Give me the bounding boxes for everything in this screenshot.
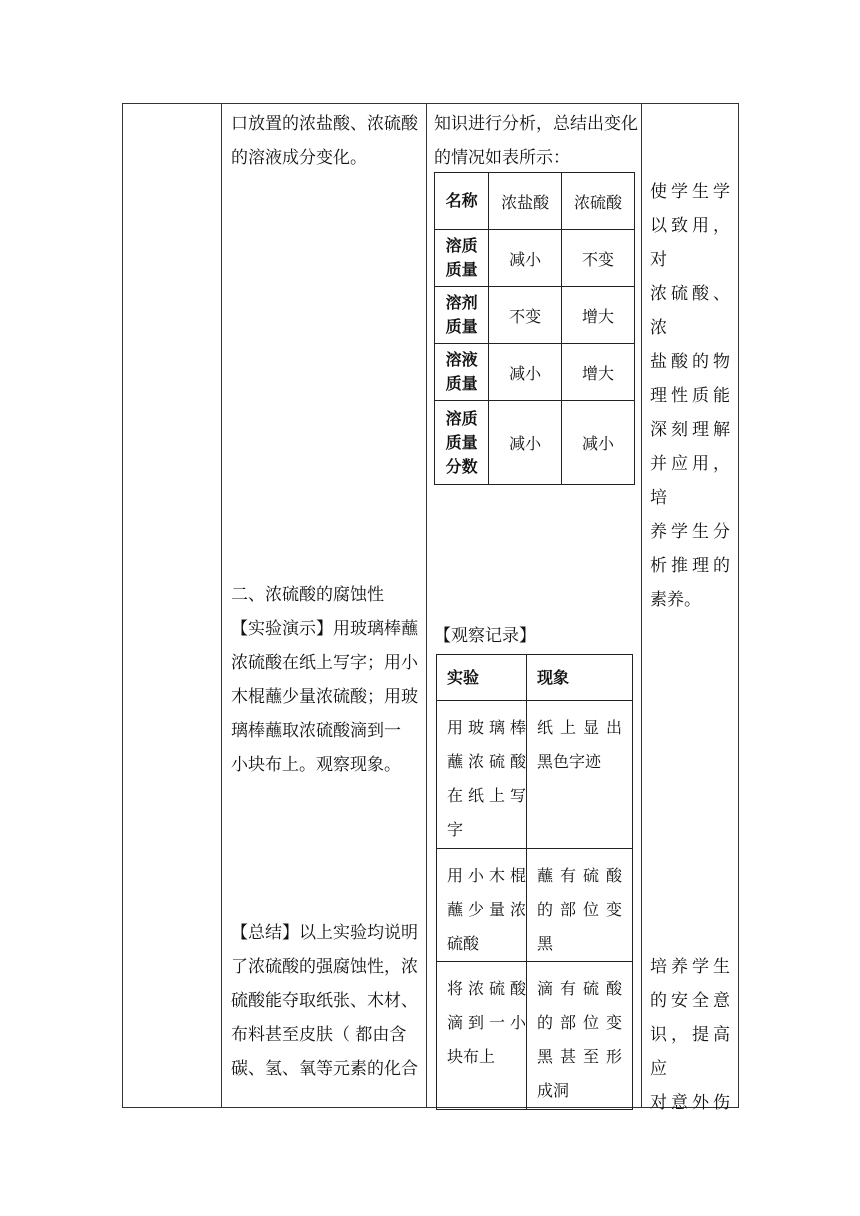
text-line: 知识进行分析，总结出变化 <box>434 114 638 134</box>
cell-line: 蘸有硫酸 <box>537 866 622 885</box>
cell-line: 的部位变 <box>537 900 622 919</box>
text-line: 浓硫酸在纸上写字；用小 <box>231 653 418 673</box>
text-line: 硫酸能夺取纸张、木材、 <box>231 991 418 1011</box>
label-line: 溶剂 <box>445 293 478 312</box>
header-cell: 名称 <box>435 173 489 230</box>
label-line: 质量 <box>445 374 478 393</box>
text-line: 以致用，对 <box>650 216 730 270</box>
text-line: 了浓硫酸的强腐蚀性，浓 <box>231 957 418 977</box>
header-cell: 浓盐酸 <box>489 173 562 230</box>
text-line: 养学生分 <box>650 522 730 542</box>
label-line: 溶质 <box>445 236 478 255</box>
intent-paragraph-1 <box>650 175 730 617</box>
row-label-cell <box>435 287 489 344</box>
header-cell: 实验 <box>437 655 527 701</box>
text-line: 璃棒蘸取浓硫酸滴到一 <box>231 721 401 741</box>
phenomenon-cell <box>527 962 633 1110</box>
cell-line: 将浓硫酸 <box>447 979 527 998</box>
comparison-table <box>434 172 635 485</box>
text-line: 木棍蘸少量浓硫酸；用玻 <box>231 687 418 707</box>
header-cell: 浓硫酸 <box>562 173 635 230</box>
text-line: 的情况如表所示： <box>434 148 570 168</box>
text-line: 口放置的浓盐酸、浓硫酸 <box>231 114 418 134</box>
label-line: 溶液 <box>445 350 478 369</box>
observation-table <box>436 654 633 1110</box>
text-line: 析推理的 <box>650 556 730 576</box>
cell-line: 黑甚至形 <box>537 1047 622 1066</box>
label-line: 质量 <box>445 432 478 452</box>
row-label-cell <box>435 401 489 485</box>
text-line: 对意外伤 <box>650 1093 730 1113</box>
text-line: 的安全意 <box>650 991 730 1011</box>
text-line: 布料甚至皮肤（ 都由含 <box>231 1025 407 1045</box>
text-line: 的溶液成分变化。 <box>231 148 367 168</box>
observation-title: 【观察记录】 <box>434 626 536 646</box>
cell-line: 蘸浓硫酸 <box>447 752 527 771</box>
experiment-cell <box>437 962 527 1110</box>
cell-line: 用玻璃棒 <box>447 718 527 737</box>
table-cell: 减小 <box>489 230 562 287</box>
table-cell: 增大 <box>562 344 635 401</box>
text-line: 理性质能 <box>650 386 730 406</box>
cell-line: 在纸上写 <box>447 786 527 805</box>
text-line: 小块布上。观察现象。 <box>231 755 401 775</box>
label-line: 质量 <box>445 260 478 279</box>
phenomenon-cell <box>527 701 633 849</box>
text-line: 识，提高应 <box>650 1025 730 1079</box>
table-cell: 增大 <box>562 287 635 344</box>
label-line: 质量 <box>445 317 478 336</box>
experiment-cell <box>437 849 527 962</box>
text-line: 使学生学 <box>650 182 730 202</box>
label-line: 分数 <box>445 456 478 476</box>
text-line: 浓硫酸、浓 <box>650 284 730 338</box>
text-line: 盐酸的物 <box>650 352 730 372</box>
cell-line: 蘸少量浓 <box>447 900 527 919</box>
cell-line: 用小木棍 <box>447 866 527 885</box>
cell-line: 字 <box>447 820 464 839</box>
text-line: 深刻理解 <box>650 420 730 440</box>
experiment-demo-paragraph <box>231 612 421 782</box>
cell-line: 黑 <box>537 934 554 953</box>
table-border-top <box>122 103 739 104</box>
text-line: 【总结】以上实验均说明 <box>231 923 418 943</box>
text-line: 培养学生 <box>650 957 730 977</box>
row-label-cell <box>435 344 489 401</box>
cell-line: 滴到一小 <box>447 1013 527 1032</box>
table-cell: 减小 <box>489 344 562 401</box>
cell-line: 的部位变 <box>537 1013 622 1032</box>
phenomenon-cell <box>527 849 633 962</box>
header-cell: 现象 <box>527 655 633 701</box>
table-cell: 不变 <box>489 287 562 344</box>
text-line: 碳、氢、氧等元素的化合 <box>231 1059 418 1079</box>
section-title: 二、浓硫酸的腐蚀性 <box>231 585 384 605</box>
analysis-intro <box>434 107 639 175</box>
col-divider-1 <box>221 103 222 1108</box>
text-line: 素养。 <box>650 590 701 610</box>
experiment-cell <box>437 701 527 849</box>
cell-line: 黑色字迹 <box>537 752 602 771</box>
table-border-right <box>738 103 739 1108</box>
intro-paragraph <box>231 107 421 175</box>
intent-paragraph-2 <box>650 950 730 1120</box>
table-cell: 不变 <box>562 230 635 287</box>
table-cell: 减小 <box>562 401 635 485</box>
table-cell: 减小 <box>489 401 562 485</box>
summary-paragraph <box>231 916 421 1086</box>
cell-line: 成洞 <box>537 1081 570 1100</box>
label-line: 溶质 <box>445 408 478 428</box>
text-line: 【实验演示】用玻璃棒蘸 <box>231 619 418 639</box>
table-border-left <box>122 103 123 1108</box>
col-divider-2 <box>426 103 427 1108</box>
cell-line: 滴有硫酸 <box>537 979 622 998</box>
cell-line: 硫酸 <box>447 934 480 953</box>
table-border-bottom <box>122 1107 739 1108</box>
cell-line: 纸上显出 <box>537 718 622 737</box>
col-divider-3 <box>641 103 642 1108</box>
text-line: 并应用，培 <box>650 454 730 508</box>
row-label-cell <box>435 230 489 287</box>
cell-line: 块布上 <box>447 1047 496 1066</box>
